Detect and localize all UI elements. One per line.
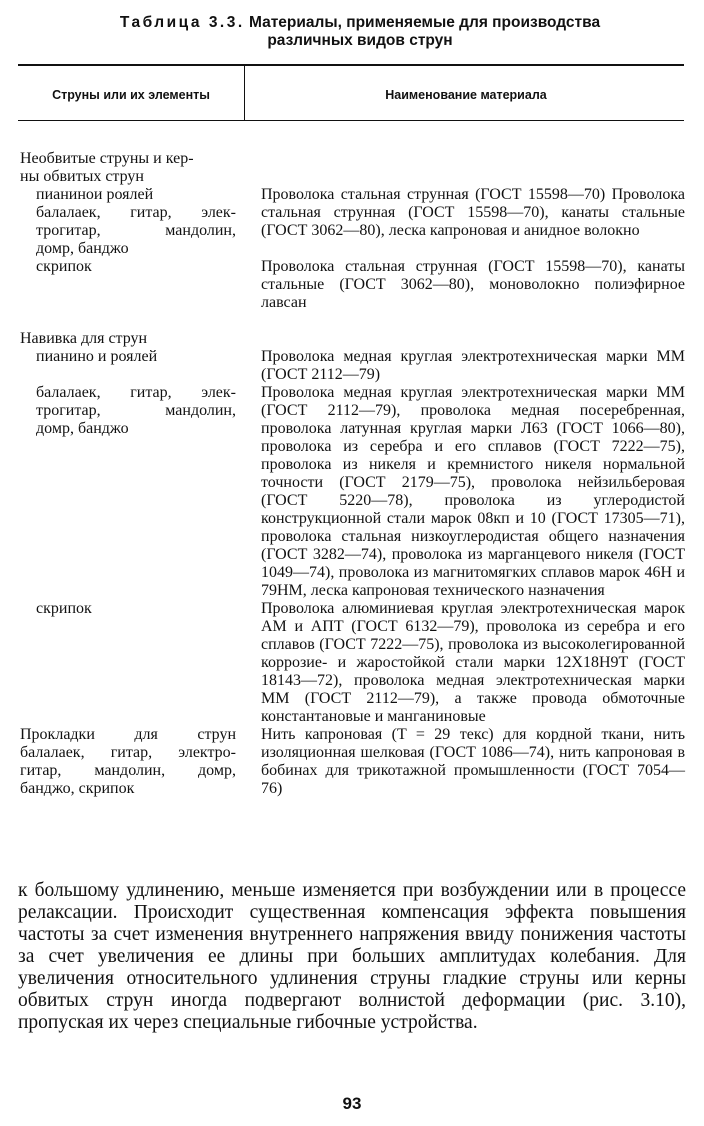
page-number: 93 (342, 1094, 362, 1113)
group-heading (0, 330, 244, 348)
table-caption-number: Таблица 3.3. (119, 14, 245, 31)
row-label (0, 600, 244, 618)
table-caption (60, 14, 660, 50)
row-label-line: скрипок (36, 258, 92, 275)
row-material: Проволока стальная струнная (ГОСТ 15598—70), канаты стальные (ГОСТ 3062—80), моноволокно полиэфирное лавсан (261, 258, 685, 311)
row-label (0, 726, 244, 798)
row-label-line: балалаек, гитар, элек- (36, 204, 236, 221)
row-label-line: скрипок (36, 600, 92, 617)
row-label (0, 384, 244, 438)
group-heading-line: Навивка для струн (20, 330, 148, 347)
row-label (0, 186, 244, 258)
group-heading-line: ны обвитых струн (20, 168, 144, 185)
row-label-line: пианинои роялей (36, 186, 154, 203)
materials-table (0, 150, 704, 798)
table-row (0, 600, 704, 726)
table-row (0, 384, 704, 600)
row-label-line: домр, банджо (36, 240, 129, 257)
table-row (0, 348, 704, 384)
row-label-line: балалаек, гитар, элек- (36, 384, 236, 401)
row-label-line: банджо, скрипок (20, 780, 135, 797)
table-row (0, 186, 704, 258)
group-heading-line: Необвитые струны и кер- (20, 150, 194, 167)
group-heading (0, 150, 244, 186)
row-label-line: трогитар, мандолин, (36, 222, 236, 239)
group-heading-row (0, 150, 704, 186)
row-label-line: Прокладки для струн (20, 726, 236, 743)
header-column-divider (244, 66, 245, 120)
table-header-rule (18, 120, 684, 121)
table-row (0, 726, 704, 798)
table-caption-title-line2: различных видов струн (267, 32, 453, 49)
row-label (0, 258, 244, 276)
body-paragraph: к большому удлинению, меньше изменяется при возбуждении или в процессе релаксации. Происходит существенная компенсация эффекта повышения частоты за счет изменения внутреннего напряжения ввиду понижения частоты за счет увеличения ее длины при больших амплитудах колебания. Для увеличения относительного удлинения струны гладкие струны или керны обвитых струн иногда подвергают волнистой деформации (рис. 3.10), пропуская их через специальные гибочные устройства. (18, 880, 686, 1033)
row-label-line: балалаек, гитар, электро- (20, 744, 236, 761)
row-material: Проволока медная круглая электротехническая марки ММ (ГОСТ 2112—79) (261, 348, 685, 383)
column-header-material: Наименование материала (385, 88, 547, 102)
table-top-rule (18, 64, 684, 66)
row-label-line: гитар, мандолин, домр, (20, 762, 236, 779)
row-label-line: трогитар, мандолин, (36, 402, 236, 419)
row-material: Проволока медная круглая электротехническая марки ММ (ГОСТ 2112—79), проволока медная посеребренная, проволока латунная круглая марки Л63 (ГОСТ 1066—80), проволока из серебра и его сплавов (ГОСТ 7222—75), проволока из никеля и кремнистого никеля нормальной точности (ГОСТ 2179—75), проволока нейзильберовая (ГОСТ 5220—78), проволока из углеродистой конструкционной стали марок 08кп и 10 (ГОСТ 17305—71), проволока стальная низкоуглеродистая общего назначения (ГОСТ 3282—74), проволока из марганцевого никеля (ГОСТ 1049—74), проволока из магнитомягких сплавов марок 46Н и 79НМ, леска капроновая технического назначения (261, 384, 685, 599)
row-material: Проволока стальная струнная (ГОСТ 15598—70) Проволока стальная струнная (ГОСТ 15598—70), канаты стальные (ГОСТ 3062—80), леска капроновая и анидное волокно (261, 186, 685, 239)
row-label-line: домр, банджо (36, 420, 129, 437)
row-label-line: пианино и роялей (36, 348, 158, 365)
column-header-strings: Струны или их элементы (52, 88, 210, 102)
row-material: Проволока алюминиевая круглая электротехническая марок АМ и АПТ (ГОСТ 6132—79), проволока из серебра и его сплавов (ГОСТ 7222—75), проволока из высоколегированной коррозие- и жаростойкой стали марки 12Х18Н9Т (ГОСТ 18143—72), проволока медная электротехническая марки ММ (ГОСТ 2112—79), а также провода обмоточные константановые и манганиновые (261, 600, 685, 725)
table-caption-title: Материалы, применяемые для производства (248, 14, 601, 31)
group-heading-row (0, 330, 704, 348)
table-row (0, 258, 704, 312)
row-material: Нить капроновая (T = 29 текс) для кордной ткани, нить изоляционная шелковая (ГОСТ 1086—74), нить капроновая в бобинах для трикотажной промышленности (ГОСТ 7054—76) (261, 726, 685, 797)
row-label (0, 348, 244, 366)
